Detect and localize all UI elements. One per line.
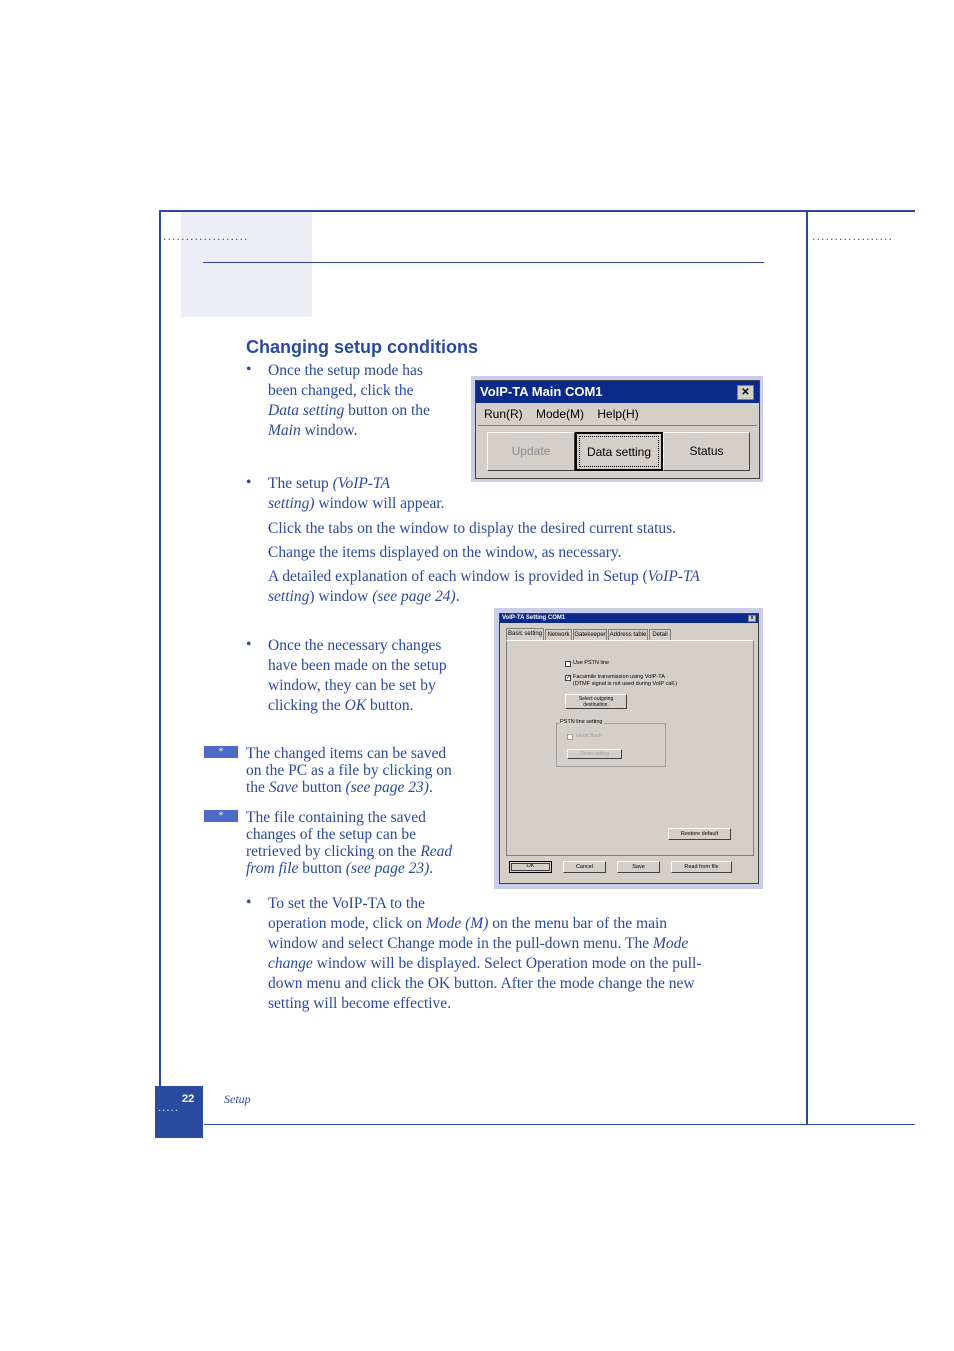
page-number: 22 — [182, 1093, 195, 1105]
read-from-file-button[interactable]: Read from file — [671, 861, 732, 873]
top-frame-rule — [159, 210, 915, 212]
main-window-titlebar — [476, 381, 759, 403]
fax-checkbox[interactable]: ✓ — [566, 675, 572, 681]
setting-tabs — [506, 629, 746, 640]
setting-window-title: VoIP-TA Setting COM1 — [502, 615, 566, 621]
text-run: The file containing the saved — [246, 809, 426, 826]
text-run: window and select Change mode in the pull-down menu. The — [268, 935, 653, 952]
right-frame-rule — [806, 210, 808, 1125]
data-setting-button[interactable]: Data setting — [575, 432, 663, 471]
menu-mode[interactable]: Mode(M) — [536, 407, 585, 421]
italic-run: Mode (M) — [425, 915, 489, 932]
setting-window-titlebar — [500, 614, 758, 623]
main-window-menubar — [484, 407, 639, 421]
text-line — [268, 567, 758, 587]
text-line — [268, 914, 768, 934]
page-number-dots: ····· — [158, 1106, 179, 1117]
text-run: To set the VoIP-TA to the — [268, 895, 425, 912]
fax-label: Facsimile transmission using VoIP-TA — [573, 674, 665, 680]
text-line — [268, 954, 768, 974]
use-pstn-checkbox[interactable] — [565, 661, 571, 667]
footer-section-label: Setup — [224, 1092, 251, 1106]
menu-help[interactable]: Help(H) — [597, 407, 639, 421]
tab-basic-setting[interactable]: Basic setting — [506, 628, 544, 640]
text-run: operation mode, click on — [268, 915, 426, 932]
select-outgoing-button[interactable]: Select outgoing destination. — [565, 694, 627, 709]
text-line — [268, 974, 768, 994]
bullet-text-1 — [268, 361, 468, 441]
text-run: retrieved by clicking on the — [246, 843, 421, 860]
text-run: The changed items can be saved — [246, 745, 447, 762]
italic-run: (VoIP-TA — [332, 475, 390, 492]
italic-run: Save — [268, 779, 299, 796]
section-heading: Changing setup conditions — [246, 337, 478, 357]
text-run: down menu and click the OK button. After the mode change the new — [268, 975, 695, 992]
restore-default-button[interactable]: Restore default — [668, 828, 731, 840]
text-run: window will be displayed. Select Operation mode on the pull- — [312, 955, 702, 972]
italic-run: setting — [268, 588, 310, 605]
text-run: . — [429, 860, 434, 877]
text-line — [268, 636, 483, 656]
text-run: changes of the setup can be — [246, 826, 417, 843]
text-run: Change the items displayed on the window, as necessary. — [268, 544, 622, 561]
bullet-text-4 — [268, 894, 768, 1014]
italic-run: setting) — [268, 495, 315, 512]
text-run: on the PC as a file by clicking on — [246, 762, 452, 779]
text-run: Click the tabs on the window to display the desired current status. — [268, 520, 677, 537]
text-run: clicking the — [268, 697, 345, 714]
header-right-dots: ·················· — [812, 233, 893, 246]
text-run: A detailed explanation of each window is provided in Setup ( — [268, 568, 648, 585]
hook-flash-label: Hook flash — [576, 733, 602, 739]
text-line — [268, 401, 468, 421]
italic-run: Read — [420, 843, 453, 860]
text-line — [268, 361, 468, 381]
text-line — [268, 494, 478, 514]
setting-close-icon[interactable]: x — [748, 615, 756, 622]
save-button[interactable]: Save — [617, 861, 660, 873]
left-frame-rule — [159, 210, 161, 1125]
text-line — [268, 676, 483, 696]
text-line — [246, 809, 486, 826]
text-run: window, they can be set by — [268, 677, 436, 694]
text-run: window. — [300, 422, 358, 439]
text-line — [268, 894, 768, 914]
tab-network[interactable]: Network — [545, 629, 572, 640]
main-window-title: VoIP-TA Main COM1 — [480, 384, 603, 399]
tab-address-table[interactable]: Address table — [608, 629, 648, 640]
text-run: button — [298, 860, 346, 877]
text-line — [268, 381, 468, 401]
text-run: . — [455, 588, 460, 605]
main-window-menu-divider — [478, 425, 757, 426]
italic-run: from file — [246, 860, 299, 877]
text-line — [268, 696, 483, 716]
italic-run: Mode — [652, 935, 689, 952]
cancel-button[interactable]: Cancel — [563, 861, 606, 873]
text-line — [246, 860, 486, 877]
text-line — [268, 543, 758, 563]
setting-window — [499, 613, 759, 884]
text-line — [268, 994, 768, 1014]
hook-flash-checkbox[interactable] — [567, 734, 573, 740]
text-run: ) window — [309, 588, 373, 605]
bullet-text-3 — [268, 636, 483, 716]
fax-note: (DTMF signal is not used during VoIP call.) — [573, 681, 678, 687]
paragraph-change-items — [268, 543, 758, 563]
italic-run: VoIP-TA — [647, 568, 700, 585]
ok-button[interactable]: OK — [509, 861, 552, 873]
pstn-line-groupbox — [556, 723, 666, 767]
use-pstn-label: Use PSTN line — [573, 660, 610, 666]
text-run: Once the necessary changes — [268, 637, 442, 654]
text-line — [268, 519, 758, 539]
menu-run[interactable]: Run(R) — [484, 407, 523, 421]
italic-run: Data setting — [268, 402, 345, 419]
text-run: have been made on the setup — [268, 657, 447, 674]
close-icon[interactable]: ✕ — [737, 385, 754, 400]
paragraph-click-tabs — [268, 519, 758, 539]
paragraph-detailed-explanation — [268, 567, 758, 607]
italic-run: Main — [268, 422, 301, 439]
text-run: on the menu bar of the main — [488, 915, 668, 932]
text-run: button. — [366, 697, 414, 714]
tab-gatekeeper[interactable]: Gatekeeper — [573, 629, 607, 640]
text-line — [246, 826, 486, 843]
text-line — [268, 587, 758, 607]
text-line — [246, 843, 486, 860]
text-run: been changed, click the — [268, 382, 414, 399]
text-run: setting will become effective. — [268, 995, 452, 1012]
text-run: Once the setup mode has — [268, 362, 423, 379]
text-run: The setup — [268, 475, 333, 492]
bullet-marker-4: • — [246, 894, 252, 911]
italic-run: change — [268, 955, 313, 972]
note-text-1 — [246, 745, 486, 796]
text-run: button — [298, 779, 346, 796]
note-marker-2: * — [204, 810, 238, 822]
bullet-text-2 — [268, 474, 478, 514]
bullet-marker-3: • — [246, 636, 252, 653]
header-underline-rule — [203, 262, 764, 263]
header-shade-block — [181, 210, 312, 317]
text-line — [246, 779, 486, 796]
status-button[interactable]: Status — [663, 432, 750, 471]
text-run: window will appear. — [314, 495, 445, 512]
pstn-line-group-label: PSTN line setting — [560, 719, 603, 725]
text-line — [268, 474, 478, 494]
italic-run: (see page 23) — [345, 779, 429, 796]
text-line — [268, 421, 468, 441]
note-text-2 — [246, 809, 486, 877]
text-line — [246, 762, 486, 779]
text-run: button on the — [344, 402, 430, 419]
italic-run: OK — [344, 697, 367, 714]
italic-run: (see page 24) — [372, 588, 456, 605]
tab-detail[interactable]: Detail — [649, 629, 671, 640]
text-run: the — [246, 779, 269, 796]
text-line — [268, 934, 768, 954]
text-line — [268, 656, 483, 676]
update-button[interactable]: Update — [487, 432, 575, 471]
text-line — [246, 745, 486, 762]
main-window — [475, 380, 760, 479]
bullet-marker-1: • — [246, 361, 252, 378]
bottom-frame-rule — [204, 1124, 915, 1125]
header-left-dots: ··················· — [163, 233, 249, 246]
italic-run: (see page 23) — [345, 860, 430, 877]
text-run: . — [428, 779, 433, 796]
detail-setting-button[interactable]: Detail setting — [567, 749, 622, 759]
bullet-marker-2: • — [246, 474, 252, 491]
note-marker-1: * — [204, 746, 238, 758]
